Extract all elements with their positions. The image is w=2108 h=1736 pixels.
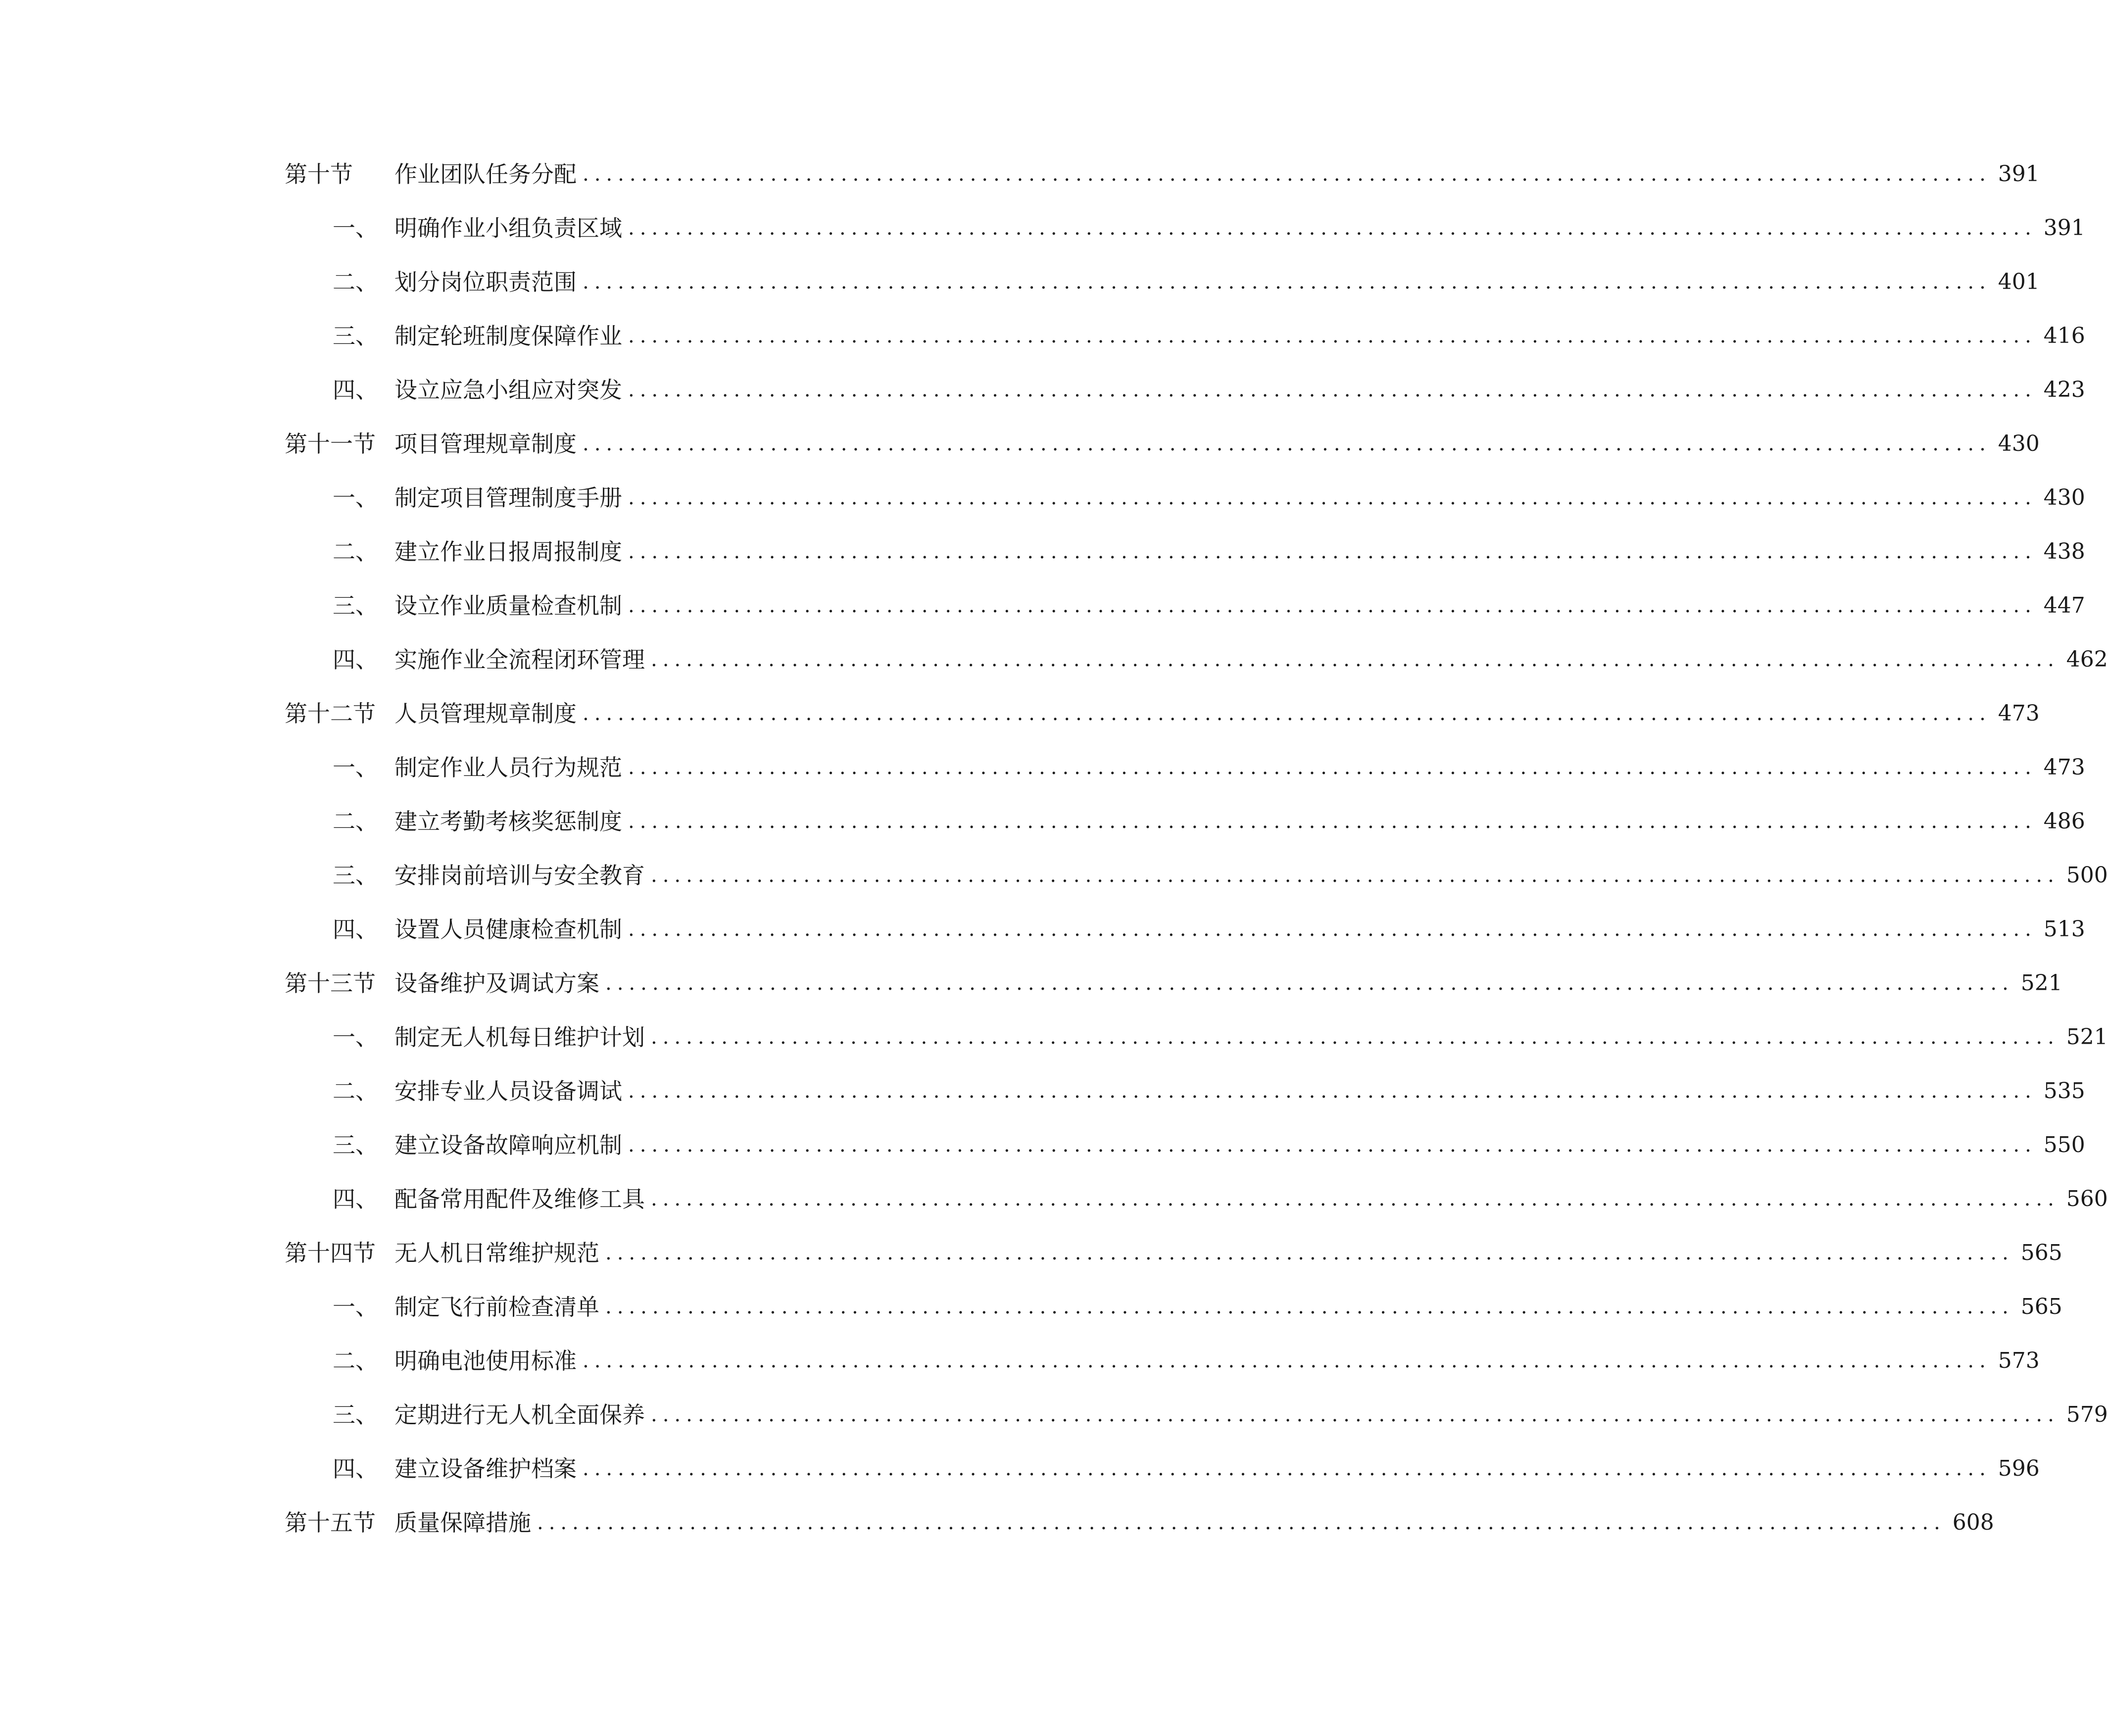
toc-heading (333, 799, 622, 844)
toc-entry-page: 521 (2066, 1024, 2108, 1050)
toc-heading (333, 745, 622, 790)
dot-leader: ........................................................................................................................ (605, 1296, 2014, 1318)
toc-entry-title: 设立作业质量检查机制 (394, 592, 622, 619)
toc-entry-number: 二、 (333, 808, 378, 835)
toc-entry (333, 260, 2040, 304)
toc-entry (333, 799, 2085, 844)
toc-entry-page: 579 (2066, 1402, 2108, 1427)
toc-entry (333, 1015, 2108, 1060)
toc-entry-number: 第十四节 (285, 1240, 376, 1266)
toc-heading (333, 637, 645, 682)
toc-entry-number: 三、 (333, 592, 378, 619)
dot-leader: ........................................................................................................................ (628, 540, 2037, 563)
toc-entry-number: 四、 (333, 916, 378, 943)
toc-entry-title: 设备维护及调试方案 (394, 970, 599, 997)
toc-entry-page: 401 (1998, 269, 2040, 294)
toc-entry (333, 1123, 2085, 1167)
toc-entry (333, 314, 2085, 358)
toc-entry (333, 1069, 2085, 1113)
toc-heading (333, 530, 622, 574)
toc-entry (285, 961, 2062, 1006)
toc-entry (333, 1285, 2062, 1329)
toc-entry-page: 447 (2043, 593, 2085, 618)
toc-entry-number: 第十节 (285, 161, 353, 188)
toc-entry-title: 建立设备维护档案 (394, 1455, 577, 1482)
dot-leader: ........................................................................................................................ (651, 1188, 2059, 1210)
toc-entry-page: 573 (1998, 1348, 2040, 1373)
toc-entry-page: 565 (2020, 1240, 2062, 1265)
toc-entry-title: 制定无人机每日维护计划 (394, 1024, 645, 1051)
toc-entry (333, 583, 2085, 628)
toc-entry (285, 152, 2040, 196)
toc-entry (333, 637, 2108, 682)
toc-heading (333, 853, 645, 898)
toc-entry-number: 三、 (333, 323, 378, 349)
toc-entry (333, 368, 2085, 412)
toc-entry-number: 四、 (333, 646, 378, 673)
toc-entry-title: 设置人员健康检查机制 (394, 916, 622, 943)
toc-entry (333, 530, 2085, 574)
toc-heading (333, 1393, 645, 1437)
toc-entry-number: 二、 (333, 1348, 378, 1374)
toc-entry-page: 535 (2043, 1078, 2085, 1104)
toc-heading (333, 206, 622, 250)
toc-entry-number: 一、 (333, 754, 378, 781)
toc-entry-title: 制定作业人员行为规范 (394, 754, 622, 781)
toc-entry-page: 500 (2066, 863, 2108, 888)
toc-entry-page: 473 (1998, 701, 2040, 726)
toc-entry-title: 配备常用配件及维修工具 (394, 1186, 645, 1212)
toc-heading (333, 907, 622, 952)
toc-entry (333, 1177, 2108, 1221)
toc-heading (333, 1285, 599, 1329)
dot-leader: ........................................................................................................................ (628, 810, 2037, 833)
toc-entry-title: 划分岗位职责范围 (394, 269, 577, 295)
dot-leader: ........................................................................................................................ (537, 1511, 1946, 1534)
toc-heading (333, 1339, 577, 1383)
toc-entry-number: 二、 (333, 1078, 378, 1105)
toc-entry-title: 设立应急小组应对突发 (394, 377, 622, 403)
dot-leader: ........................................................................................................................ (583, 1457, 1991, 1480)
toc-entry-page: 550 (2043, 1132, 2085, 1157)
toc-entry-page: 438 (2043, 539, 2085, 564)
toc-entry-page: 391 (2043, 215, 2085, 241)
toc-entry (333, 476, 2085, 520)
toc-entry (333, 206, 2085, 250)
toc-entry-title: 实施作业全流程闭环管理 (394, 646, 645, 673)
toc-entry (285, 1231, 2062, 1275)
toc-entry-page: 430 (1998, 431, 2040, 456)
toc-heading (333, 1069, 622, 1113)
toc-entry-number: 二、 (333, 538, 378, 565)
dot-leader: ........................................................................................................................ (628, 379, 2037, 401)
toc-entry (285, 422, 2040, 466)
toc-entry-title: 定期进行无人机全面保养 (394, 1401, 645, 1428)
toc-heading (285, 961, 599, 1006)
toc-heading (285, 422, 577, 466)
toc-heading (333, 476, 622, 520)
toc-entry-title: 建立作业日报周报制度 (394, 538, 622, 565)
toc-entry-page: 596 (1998, 1456, 2040, 1481)
toc-entry-page: 486 (2043, 809, 2085, 834)
dot-leader: ........................................................................................................................ (628, 486, 2037, 509)
dot-leader: ........................................................................................................................ (651, 1403, 2059, 1426)
toc-entry-title: 建立设备故障响应机制 (394, 1132, 622, 1158)
toc-heading (333, 1015, 645, 1060)
toc-entry-title: 安排专业人员设备调试 (394, 1078, 622, 1105)
toc-entry-title: 制定轮班制度保障作业 (394, 323, 622, 349)
toc-entry-page: 608 (1952, 1510, 1994, 1535)
toc-heading (285, 152, 577, 196)
toc-entry-title: 安排岗前培训与安全教育 (394, 862, 645, 889)
toc-entry-title: 质量保障措施 (394, 1509, 531, 1536)
toc-entry (285, 691, 2040, 736)
dot-leader: ........................................................................................................................ (628, 918, 2037, 941)
toc-entry-page: 473 (2043, 755, 2085, 780)
toc-entry-title: 无人机日常维护规范 (394, 1240, 599, 1266)
dot-leader: ........................................................................................................................ (583, 271, 1991, 293)
toc-entry-page: 416 (2043, 323, 2085, 348)
toc-entry-page: 565 (2020, 1294, 2062, 1319)
toc-entry-number: 四、 (333, 1186, 378, 1212)
toc-entry-title: 明确作业小组负责区域 (394, 215, 622, 241)
dot-leader: ........................................................................................................................ (583, 1350, 1991, 1372)
toc-entry-page: 423 (2043, 377, 2085, 402)
dot-leader: ........................................................................................................................ (628, 1134, 2037, 1157)
toc-heading (333, 1123, 622, 1167)
toc-entry-number: 一、 (333, 1024, 378, 1051)
toc-entry (333, 907, 2085, 952)
dot-leader: ........................................................................................................................ (628, 756, 2037, 779)
dot-leader: ........................................................................................................................ (628, 217, 2037, 240)
toc-entry-title: 人员管理规章制度 (394, 700, 577, 727)
dot-leader: ........................................................................................................................ (628, 325, 2037, 347)
toc-entry-number: 二、 (333, 269, 378, 295)
toc-entry (333, 1339, 2040, 1383)
toc-entry-page: 462 (2066, 647, 2108, 672)
toc-entry (333, 1447, 2040, 1491)
toc-entry-page: 430 (2043, 485, 2085, 510)
toc-entry-title: 制定飞行前检查清单 (394, 1294, 599, 1320)
toc-heading (333, 260, 577, 304)
toc-entry-title: 制定项目管理制度手册 (394, 484, 622, 511)
toc-entry-page: 513 (2043, 916, 2085, 942)
toc-heading (333, 368, 622, 412)
dot-leader: ........................................................................................................................ (651, 1026, 2059, 1049)
toc-entry (333, 853, 2108, 898)
dot-leader: ........................................................................................................................ (583, 433, 1991, 455)
toc-entry-number: 一、 (333, 484, 378, 511)
dot-leader: ........................................................................................................................ (583, 702, 1991, 725)
toc-entry-page: 391 (1998, 161, 2040, 187)
toc-entry-number: 三、 (333, 1132, 378, 1158)
toc-entry (333, 1393, 2108, 1437)
toc-heading (333, 583, 622, 628)
toc-entry-page: 560 (2066, 1186, 2108, 1211)
toc-entry-number: 第十五节 (285, 1509, 376, 1536)
dot-leader: ........................................................................................................................ (605, 972, 2014, 995)
toc-entry (333, 745, 2085, 790)
toc-heading (333, 314, 622, 358)
toc-entry-title: 明确电池使用标准 (394, 1348, 577, 1374)
toc-entry-page: 521 (2020, 970, 2062, 996)
toc-entry-number: 四、 (333, 1455, 378, 1482)
toc-heading (285, 1500, 531, 1545)
toc-heading (333, 1177, 645, 1221)
toc-entry (285, 1500, 1994, 1545)
toc-heading (333, 1447, 577, 1491)
toc-entry-title: 项目管理规章制度 (394, 431, 577, 457)
toc-entry-number: 一、 (333, 1294, 378, 1320)
toc-entry-number: 第十二节 (285, 700, 376, 727)
dot-leader: ........................................................................................................................ (583, 163, 1991, 186)
dot-leader: ........................................................................................................................ (651, 648, 2059, 671)
toc-heading (285, 1231, 599, 1275)
dot-leader: ........................................................................................................................ (651, 864, 2059, 887)
toc-entry-number: 三、 (333, 862, 378, 889)
toc-heading (285, 691, 577, 736)
toc-entry-number: 三、 (333, 1401, 378, 1428)
dot-leader: ........................................................................................................................ (628, 594, 2037, 617)
toc-entry-title: 建立考勤考核奖惩制度 (394, 808, 622, 835)
toc-entry-number: 一、 (333, 215, 378, 241)
dot-leader: ........................................................................................................................ (628, 1080, 2037, 1103)
toc-entry-title: 作业团队任务分配 (394, 161, 577, 188)
toc-entry-number: 第十三节 (285, 970, 376, 997)
toc-entry-number: 四、 (333, 377, 378, 403)
dot-leader: ........................................................................................................................ (605, 1242, 2014, 1264)
toc-entry-number: 第十一节 (285, 431, 376, 457)
